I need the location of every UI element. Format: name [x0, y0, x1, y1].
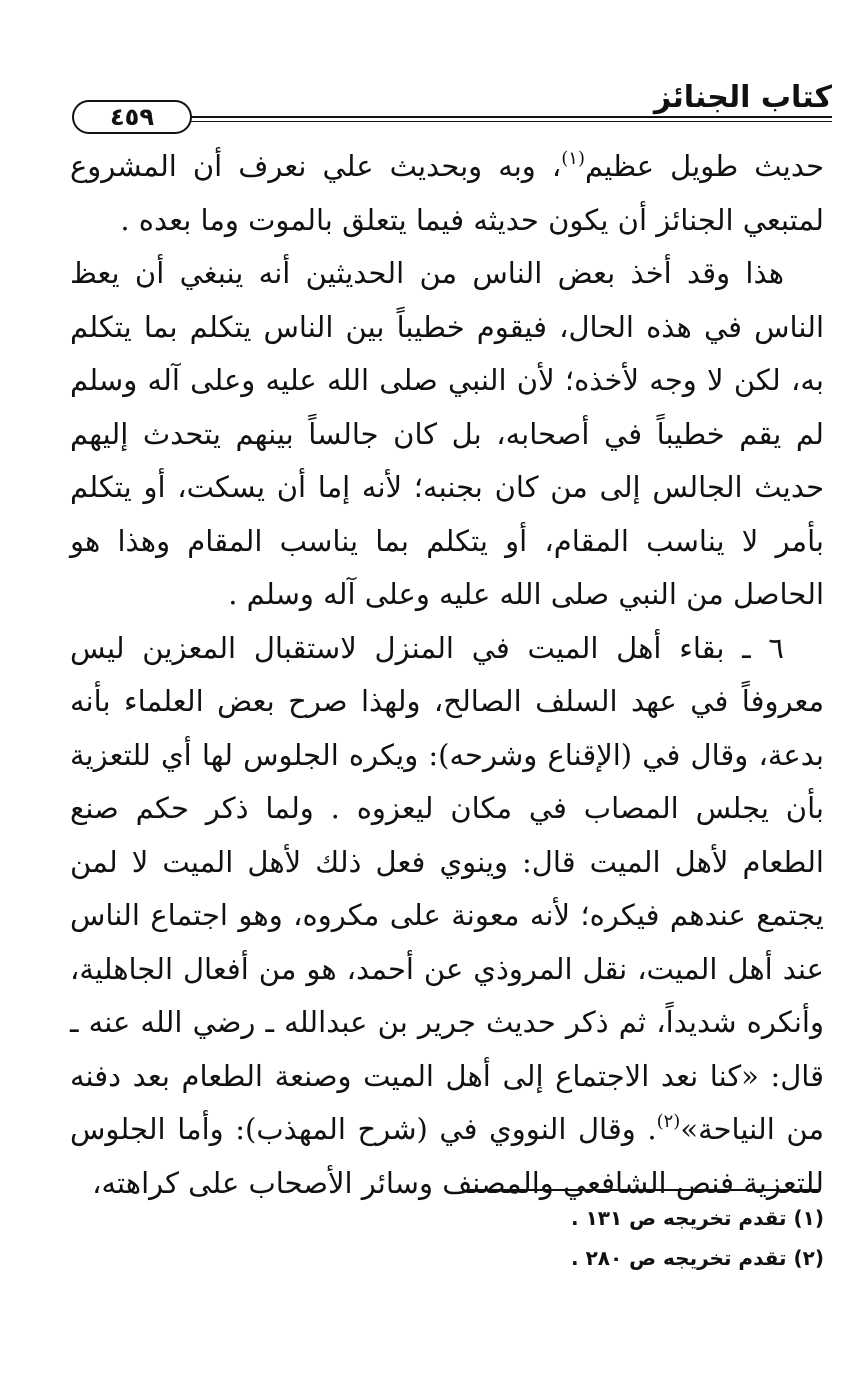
paragraph-2: هذا وقد أخذ بعض الناس من الحديثين أنه ينبغي أن يعظ الناس في هذه الحال، فيقوم خطيباً بين الناس يتكلم بما يتكلم به، لكن لا وجه لأخذه؛ لأن النبي صلى الله عليه وعلى آله وسلم لم يقم خطيباً في أصحابه، بل كان جالساً بينهم يتحدث إليهم حديث الجالس إلى من كان بجنبه؛ لأنه إما أن يسكت، أو يتكلم بأمر لا يناسب المقام، أو يتكلم بما يناسب المقام وهذا هو الحاصل من النبي صلى الله عليه وعلى آله وسلم . — [70, 256, 824, 611]
footnote-ref-2: (٢) — [656, 1111, 681, 1132]
paragraph-3 — [70, 622, 824, 1211]
footnotes — [400, 1198, 824, 1278]
page-number: ٤٥٩ — [72, 100, 192, 134]
paragraph-3-rest: . وقال النووي في (شرح المهذب): وأما الجلوس للتعزية فنص الشافعي والمصنف وسائر الأصحاب على كراهته، — [70, 1112, 824, 1200]
paragraph-1-text: حديث طويل عظيم — [584, 149, 824, 183]
footnote-ref-1: (١) — [561, 148, 585, 169]
paragraph-1 — [70, 140, 824, 247]
main-text — [70, 140, 824, 1210]
paragraph-1-rest: ، وبه وبحديث علي نعرف أن المشروع لمتبعي الجنائز أن يكون حديثه فيما يتعلق بالموت وما بعده . — [70, 149, 824, 237]
footnote-2: (٢) تقدم تخريجه ص ٢٨٠ . — [571, 1246, 824, 1270]
header-rule-thin — [190, 121, 832, 122]
paragraph-3-text: ٦ ـ بقاء أهل الميت في المنزل لاستقبال المعزين ليس معروفاً في عهد السلف الصالح، ولهذا صرح بعض العلماء بأنه بدعة، وقال في (الإقناع وشرحه): ويكره الجلوس لها أي للتعزية بأن يجلس المصاب في مكان ليعزوه . ولما ذكر حكم صنع الطعام لأهل الميت قال: وينوي فعل ذلك لأهل الميت لا لمن يجتمع عندهم فيكره؛ لأنه معونة على مكروه، وهو اجتماع الناس عند أهل الميت، نقل المروذي عن أحمد، هو من أفعال الجاهلية، وأنكره شديداً، ثم ذكر حديث جرير بن عبدالله ـ رضي الله عنه ـ قال: «كنا نعد الاجتماع إلى أهل الميت وصنعة الطعام بعد دفنه من النياحة» — [70, 630, 824, 1146]
header-rule — [190, 116, 832, 118]
chapter-title: كتاب الجنائز — [653, 80, 832, 115]
footnote-separator — [468, 1189, 820, 1191]
page-header — [72, 80, 832, 132]
footnote-1: (١) تقدم تخريجه ص ١٣١ . — [571, 1206, 824, 1230]
